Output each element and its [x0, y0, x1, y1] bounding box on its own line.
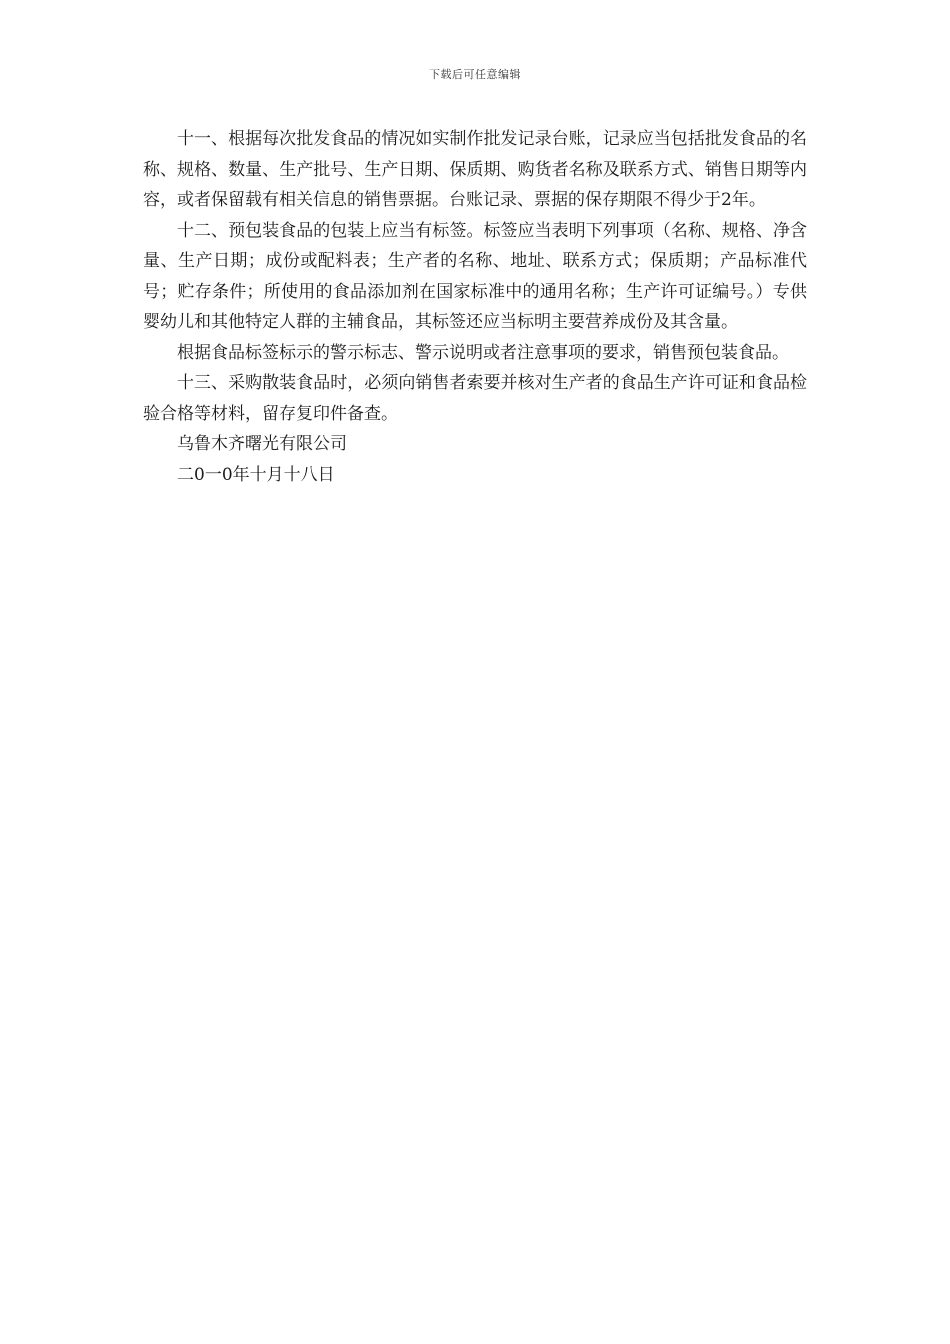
paragraph-twelve: 十二、预包装食品的包装上应当有标签。标签应当表明下列事项（名称、规格、净含量、生产日期；成份或配料表；生产者的名称、地址、联系方式；保质期；产品标准代号；贮存条件；所使用的食品添加剂在国家标准中的通用名称；生产许可证编号。）专供婴幼儿和其他特定人群的主辅食品，其标签还应当标明主要营养成份及其含量。: [143, 220, 807, 332]
paragraph-eleven: 十一、根据每次批发食品的情况如实制作批发记录台账，记录应当包括批发食品的名称、规格、数量、生产批号、生产日期、保质期、购货者名称及联系方式、销售日期等内容，或者保留载有相关信息的销售票据。台账记录、票据的保存期限不得少于2年。: [143, 129, 807, 210]
document-body: [143, 124, 807, 490]
signature-company: 乌鲁木齐曙光有限公司: [177, 434, 347, 454]
paragraph-label-warning: 根据食品标签标示的警示标志、警示说明或者注意事项的要求，销售预包装食品。: [177, 342, 789, 363]
signature-date: 二0一0年十月十八日: [177, 464, 335, 485]
paragraph-thirteen: 十三、采购散装食品时，必须向销售者索要并核对生产者的食品生产许可证和食品检验合格等材料，留存复印件备查。: [143, 373, 807, 424]
page-header: 下载后可任意编辑: [429, 68, 521, 81]
